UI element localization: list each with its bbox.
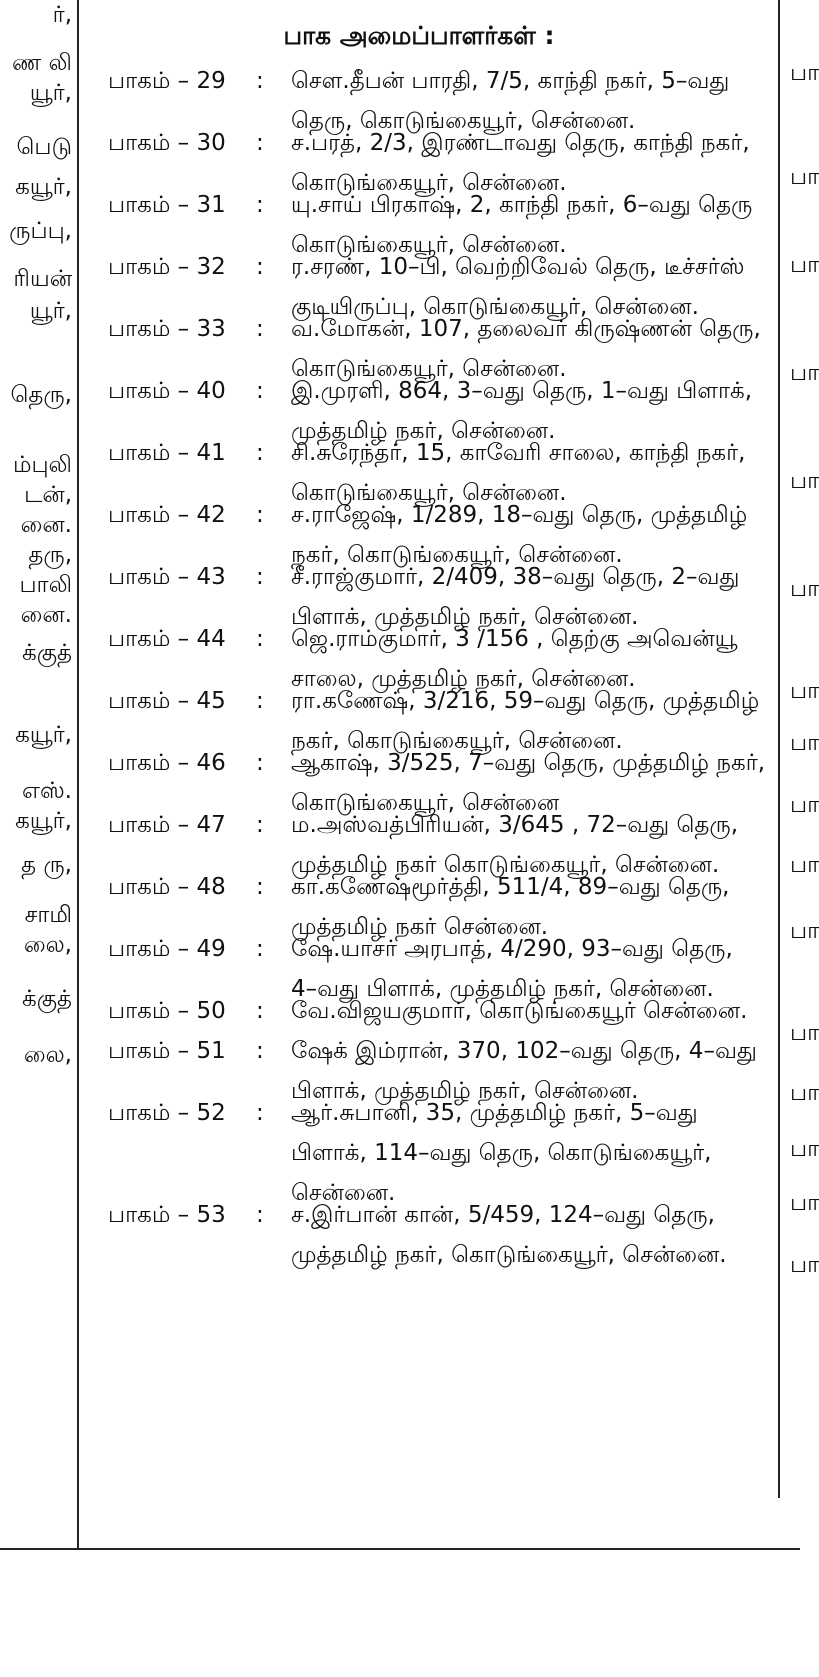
- cropped-text-fragment: யூர்,: [29, 298, 72, 324]
- cropped-text-fragment: க்குத்: [22, 986, 72, 1012]
- separator-colon: :: [256, 812, 264, 838]
- separator-colon: :: [256, 378, 264, 404]
- address-line: ஆகாஷ், 3/525, 7–வது தெரு, முத்தமிழ் நகர்,: [291, 750, 766, 776]
- cropped-text-fragment: ருப்பு,: [9, 218, 72, 244]
- part-number: பாகம் – 41: [108, 440, 226, 466]
- cropped-text-fragment: த ரு,: [21, 852, 72, 878]
- address-line: குடியிருப்பு, கொடுங்கையூர், சென்னை.: [291, 294, 699, 320]
- cropped-text-fragment: லை,: [23, 1042, 72, 1068]
- address-line: முத்தமிழ் நகர் கொடுங்கையூர், சென்னை.: [291, 852, 720, 878]
- address-line: முத்தமிழ் நகர் சென்னை.: [291, 914, 549, 940]
- address-line: வே.விஜயகுமார், கொடுங்கையூர் சென்னை.: [291, 998, 748, 1024]
- cropped-text-fragment: கயூர்,: [15, 722, 72, 748]
- separator-colon: :: [256, 626, 264, 652]
- separator-colon: :: [256, 1038, 264, 1064]
- address-line: சி.சுரேந்தர், 15, காவேரி சாலை, காந்தி நகர்,: [291, 440, 746, 466]
- address-line: ச.ராஜேஷ், 1/289, 18–வது தெரு, முத்தமிழ்: [291, 502, 748, 528]
- address-line: இ.முரளி, 864, 3–வது தெரு, 1–வது பிளாக்,: [291, 378, 753, 404]
- address-line: ச.பரத், 2/3, இரண்டாவது தெரு, காந்தி நகர்,: [291, 130, 750, 156]
- address-line: சென்னை.: [291, 1180, 396, 1206]
- address-line: ம.அஸ்வத்பிரியன், 3/645 , 72–வது தெரு,: [291, 812, 739, 838]
- address-line: கொடுங்கையூர், சென்னை.: [291, 232, 567, 258]
- cropped-text-fragment: லை,: [23, 932, 72, 958]
- part-number: பாகம் – 46: [108, 750, 226, 776]
- address-line: முத்தமிழ் நகர், சென்னை.: [291, 418, 556, 444]
- address-line: சீ.ராஜ்குமார், 2/409, 38–வது தெரு, 2–வது: [291, 564, 740, 590]
- cropped-text-fragment: பா: [790, 1136, 819, 1162]
- cropped-text-fragment: பா: [790, 576, 819, 602]
- cropped-text-fragment: சாமி: [24, 902, 72, 928]
- address-line: 4–வது பிளாக், முத்தமிழ் நகர், சென்னை.: [291, 976, 714, 1002]
- cropped-text-fragment: ண லி: [11, 50, 72, 76]
- separator-colon: :: [256, 750, 264, 776]
- cropped-text-fragment: பா: [790, 918, 819, 944]
- cropped-text-fragment: பா: [790, 792, 819, 818]
- part-number: பாகம் – 30: [108, 130, 226, 156]
- address-line: கொடுங்கையூர், சென்னை: [291, 790, 560, 816]
- cropped-text-fragment: பா: [790, 1190, 819, 1216]
- cropped-text-fragment: பா: [790, 1020, 819, 1046]
- cropped-text-fragment: ரியன்: [13, 266, 72, 292]
- separator-colon: :: [256, 440, 264, 466]
- part-number: பாகம் – 48: [108, 874, 226, 900]
- cropped-text-fragment: பா: [790, 1080, 819, 1106]
- separator-colon: :: [256, 68, 264, 94]
- address-line: ஷே.யாசர் அரபாத், 4/290, 93–வது தெரு,: [291, 936, 733, 962]
- cropped-text-fragment: பா: [790, 164, 819, 190]
- separator-colon: :: [256, 998, 264, 1024]
- part-number: பாகம் – 52: [108, 1100, 226, 1126]
- address-line: கொடுங்கையூர், சென்னை.: [291, 356, 567, 382]
- part-number: பாகம் – 29: [108, 68, 226, 94]
- address-line: நகர், கொடுங்கையூர், சென்னை.: [291, 728, 623, 754]
- cropped-text-fragment: னை.: [20, 602, 72, 628]
- separator-colon: :: [256, 1202, 264, 1228]
- address-line: பிளாக், 114–வது தெரு, கொடுங்கையூர்,: [291, 1140, 712, 1166]
- cropped-text-fragment: பாலி: [19, 572, 72, 598]
- separator-colon: :: [256, 502, 264, 528]
- part-number: பாகம் – 31: [108, 192, 226, 218]
- address-line: வ.மோகன், 107, தலைவர் கிருஷ்ணன் தெரு,: [291, 316, 761, 342]
- cropped-text-fragment: பா: [790, 730, 819, 756]
- right-column-divider: [778, 0, 780, 1498]
- cropped-text-fragment: க்குத்: [22, 640, 72, 666]
- separator-colon: :: [256, 874, 264, 900]
- part-number: பாகம் – 40: [108, 378, 226, 404]
- part-number: பாகம் – 43: [108, 564, 226, 590]
- part-number: பாகம் – 45: [108, 688, 226, 714]
- separator-colon: :: [256, 1100, 264, 1126]
- address-line: முத்தமிழ் நகர், கொடுங்கையூர், சென்னை.: [291, 1242, 727, 1268]
- separator-colon: :: [256, 130, 264, 156]
- address-line: பிளாக், முத்தமிழ் நகர், சென்னை.: [291, 1078, 639, 1104]
- part-number: பாகம் – 50: [108, 998, 226, 1024]
- address-line: ஆர்.சுபானி, 35, முத்தமிழ் நகர், 5–வது: [291, 1100, 698, 1126]
- cropped-text-fragment: பா: [790, 468, 819, 494]
- address-line: ர.சரண், 10–பி, வெற்றிவேல் தெரு, டீச்சர்ஸ்: [291, 254, 745, 280]
- cropped-text-fragment: தரு,: [28, 542, 72, 568]
- address-line: ச.இர்பான் கான், 5/459, 124–வது தெரு,: [291, 1202, 715, 1228]
- separator-colon: :: [256, 564, 264, 590]
- cropped-text-fragment: கயூர்,: [15, 808, 72, 834]
- separator-colon: :: [256, 688, 264, 714]
- part-number: பாகம் – 33: [108, 316, 226, 342]
- left-column-divider: [77, 0, 79, 1548]
- part-number: பாகம் – 49: [108, 936, 226, 962]
- part-number: பாகம் – 44: [108, 626, 226, 652]
- address-line: கொடுங்கையூர், சென்னை.: [291, 480, 567, 506]
- address-line: நகர், கொடுங்கையூர், சென்னை.: [291, 542, 623, 568]
- separator-colon: :: [256, 936, 264, 962]
- part-number: பாகம் – 51: [108, 1038, 226, 1064]
- address-line: கொடுங்கையூர், சென்னை.: [291, 170, 567, 196]
- address-line: யு.சாய் பிரகாஷ், 2, காந்தி நகர், 6–வது தெரு: [291, 192, 753, 218]
- cropped-text-fragment: ர்,: [52, 2, 72, 28]
- cropped-text-fragment: பா: [790, 60, 819, 86]
- cropped-text-fragment: ம்புலி: [12, 452, 72, 478]
- part-number: பாகம் – 32: [108, 254, 226, 280]
- cropped-text-fragment: எஸ்.: [22, 778, 72, 804]
- address-line: சாலை, முத்தமிழ் நகர், சென்னை.: [291, 666, 636, 692]
- cropped-text-fragment: பா: [790, 360, 819, 386]
- separator-colon: :: [256, 254, 264, 280]
- cropped-text-fragment: பா: [790, 1252, 819, 1278]
- cropped-text-fragment: தெரு,: [10, 382, 72, 408]
- part-number: பாகம் – 53: [108, 1202, 226, 1228]
- cropped-text-fragment: பா: [790, 252, 819, 278]
- address-line: ஜெ.ராம்குமார், 3 /156 , தெற்கு அவென்யூ: [291, 626, 738, 652]
- address-line: சௌ.தீபன் பாரதி, 7/5, காந்தி நகர், 5–வது: [291, 68, 730, 94]
- cropped-text-fragment: கயூர்,: [15, 174, 72, 200]
- cropped-text-fragment: பெடு: [16, 134, 72, 160]
- address-line: ஷேக் இம்ரான், 370, 102–வது தெரு, 4–வது: [291, 1038, 757, 1064]
- address-line: ரா.கணேஷ், 3/216, 59–வது தெரு, முத்தமிழ்: [291, 688, 760, 714]
- address-line: தெரு, கொடுங்கையூர், சென்னை.: [291, 108, 636, 134]
- cropped-text-fragment: பா: [790, 852, 819, 878]
- cropped-text-fragment: னை.: [20, 512, 72, 538]
- cropped-text-fragment: டன்,: [24, 482, 72, 508]
- address-line: கா.கணேஷ்மூர்த்தி, 511/4, 89–வது தெரு,: [291, 874, 730, 900]
- address-line: பிளாக், முத்தமிழ் நகர், சென்னை.: [291, 604, 639, 630]
- cropped-text-fragment: பா: [790, 678, 819, 704]
- section-heading: பாக அமைப்பாளர்கள் :: [283, 21, 555, 50]
- separator-colon: :: [256, 316, 264, 342]
- cropped-text-fragment: யூர்,: [29, 80, 72, 106]
- part-number: பாகம் – 42: [108, 502, 226, 528]
- part-number: பாகம் – 47: [108, 812, 226, 838]
- bottom-border: [0, 1548, 800, 1550]
- separator-colon: :: [256, 192, 264, 218]
